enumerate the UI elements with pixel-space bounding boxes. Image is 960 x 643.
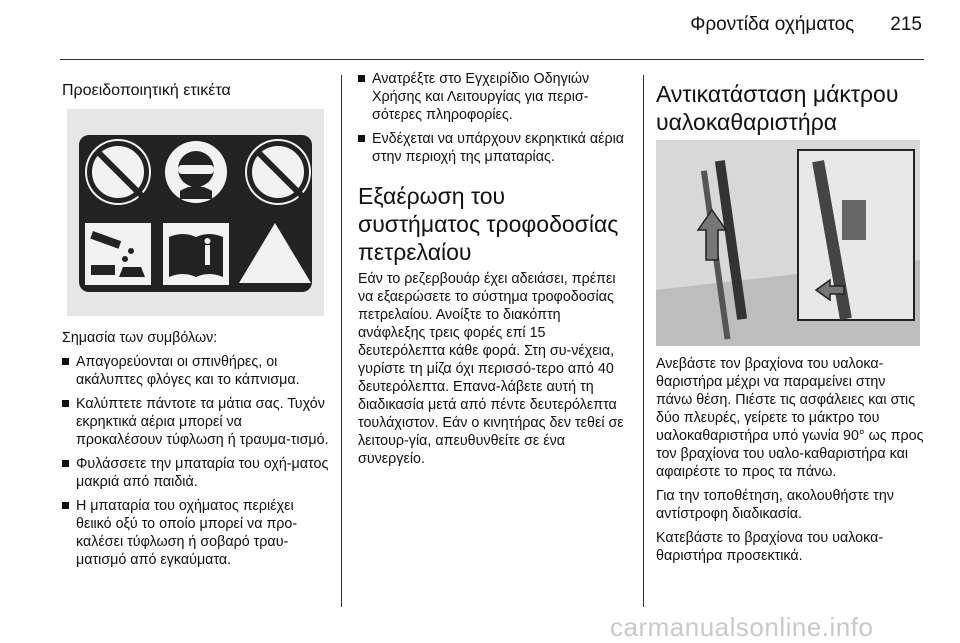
- wiper-para-install: Για την τοποθέτηση, ακολουθήστε την αντίστροφη διαδικασία.: [656, 488, 894, 522]
- continued-list: [358, 70, 630, 166]
- column-wiper-text: [656, 355, 924, 565]
- header-title: Φροντίδα οχήματος: [690, 14, 855, 35]
- wiper-blade-illustration: [656, 140, 920, 346]
- symbols-list: [62, 353, 332, 569]
- page-number: 215: [890, 14, 922, 35]
- explosive-gas-icon: [239, 223, 311, 283]
- section-heading-warning-label: Προειδοποιητική ετικέτα: [62, 82, 231, 99]
- column-divider: [643, 75, 644, 607]
- list-item: Ανατρέξτε στο Εγχειρίδιο Οδηγιών Χρήσης και Λειτουργίας για περισ-σότερες πληροφορίες.: [358, 70, 630, 124]
- header-rule: [60, 59, 924, 60]
- list-item: Η μπαταρία του οχήματος περιέχει θειικό οξύ το οποίο μπορεί να προ-καλέσει τύφλωση ή σοβαρό τραυ-ματισμό από εγκαύματα.: [62, 497, 332, 569]
- no-flames-icon: [87, 141, 149, 203]
- list-item: Φυλάσσετε την μπαταρία του οχή-ματος μακριά από παιδιά.: [62, 455, 332, 491]
- column-divider: [341, 75, 342, 607]
- wiper-para-remove: Ανεβάστε τον βραχίονα του υαλοκα-θαριστήρα μέχρι να παραμείνει στην πάνω θέση. Πιέστε τις ασφάλειες και στις δύο πλευρές, γείρετε το μάκτρο του υαλοκαθαριστήρα υπό γωνία 90° ως προς τον βραχίονα του υαλο-καθαριστήρα και αφαιρέστε το προς τα πάνω.: [656, 356, 924, 480]
- list-item: Απαγορεύονται οι σπινθήρες, οι ακάλυπτες φλόγες και το κάπνισμα.: [62, 353, 332, 389]
- keep-children-away-icon: [247, 141, 309, 203]
- column-warning-label: [62, 72, 332, 100]
- section-heading-fuel-bleeding: Εξαέρωση του συστήματος τροφοδοσίας πετρελαίου: [358, 183, 619, 265]
- warning-label-panel: [79, 135, 312, 292]
- warning-label-image: [67, 109, 324, 316]
- acid-burn-icon: [85, 223, 151, 285]
- list-item: Ενδέχεται να υπάρχουν εκρηκτικά αέρια στην περιοχή της μπαταρίας.: [358, 130, 630, 166]
- section-heading-wiper-blade: Αντικατάσταση μάκτρου υαλοκαθαριστήρα: [656, 81, 899, 135]
- eye-protection-icon: [165, 141, 227, 203]
- column-warning-symbols: [62, 329, 332, 569]
- symbols-intro: Σημασία των συμβόλων:: [62, 330, 218, 346]
- wiper-para-lower: Κατεβάστε το βραχίονα του υαλοκα-θαριστήρα προσεκτικά.: [656, 530, 884, 564]
- page-header: [0, 14, 922, 36]
- column-fuel-system: [358, 70, 630, 468]
- list-item: Καλύπτετε πάντοτε τα μάτια σας. Τυχόν εκρηκτικά αέρια μπορεί να προκαλέσουν τύφλωση ή τραυμα-τισμό.: [62, 395, 332, 449]
- read-manual-icon: [163, 223, 229, 285]
- watermark: carmanualsonline.info: [610, 612, 874, 642]
- fuel-bleeding-body: Εάν το ρεζερβουάρ έχει αδειάσει, πρέπει να εξαερώσετε το σύστημα τροφοδοσίας πετρελαίου. Ανοίξτε το διακόπτη ανάφλεξης τρεις φορές επί 15 δευτερόλεπτα κάθε φορά. Στη συ-νέχεια, γυρίστε τη μίζα όχι περισσό-τερο από 40 δευτερόλεπτα. Επανα-λάβετε αυτή τη διαδικασία μετά από πέντε δευτερόλεπτα τουλάχιστον. Εάν ο κινητήρας δεν τεθεί σε λειτουρ-γία, απευθυνθείτε σε ένα συνεργείο.: [358, 271, 624, 467]
- column-wiper: [656, 80, 924, 136]
